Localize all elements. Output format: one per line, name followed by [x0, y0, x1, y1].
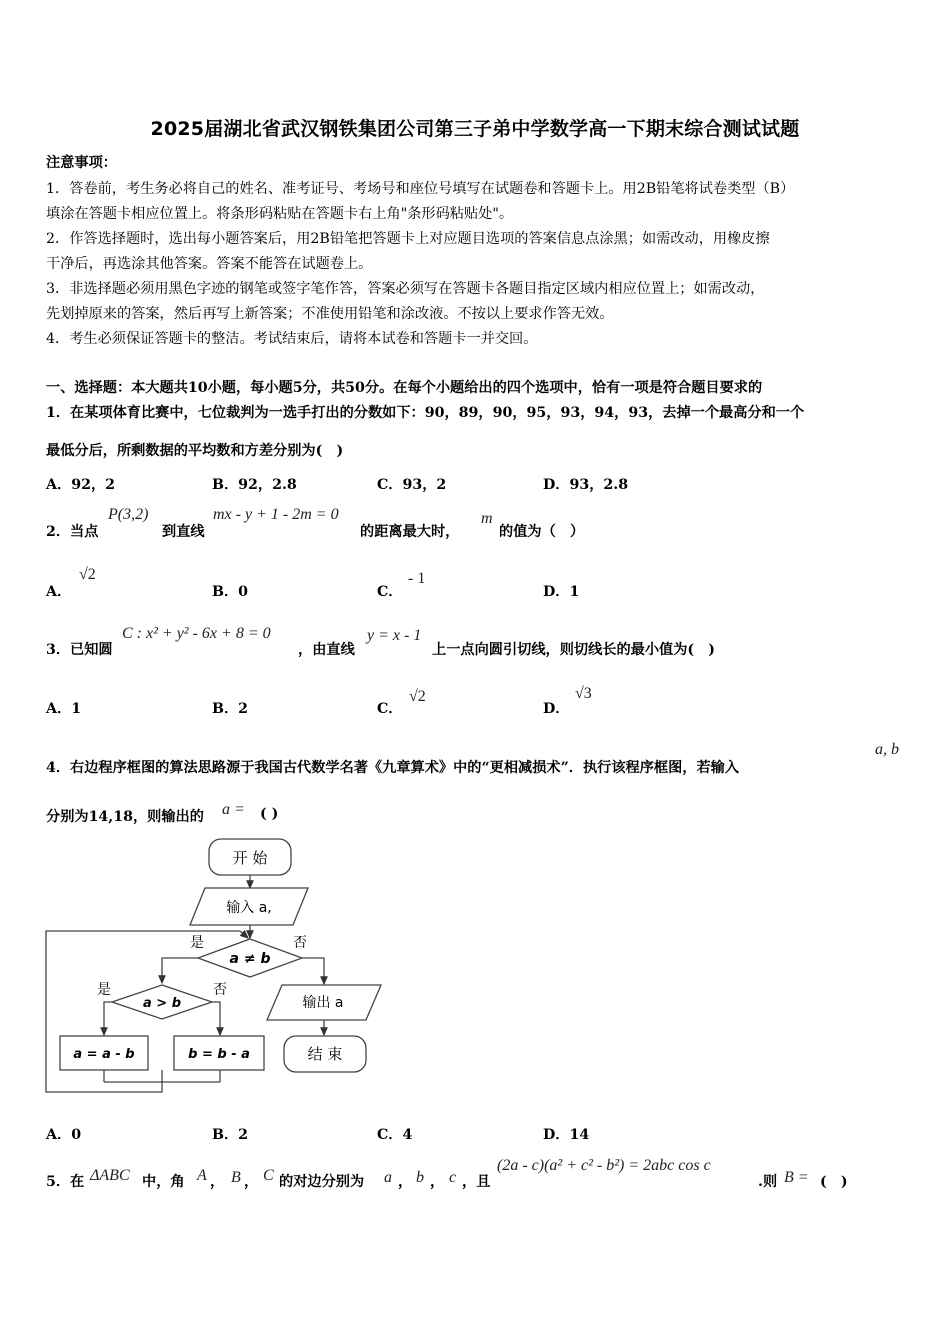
- q3-option-c: C．: [377, 701, 403, 717]
- flow-arrow: [302, 958, 324, 984]
- q2-option-b: B．0: [212, 584, 249, 600]
- flow-loop-line: [46, 931, 240, 1092]
- question-3-text: ，由直线: [298, 642, 355, 658]
- flow-arrow: [104, 1002, 112, 1035]
- q4-option-a: A．0: [46, 1127, 82, 1143]
- q1-option-b: B．92，2.8: [212, 477, 297, 493]
- q2-option-d: D．1: [543, 584, 580, 600]
- question-4-line: 分别为14,18，则输出的: [46, 809, 204, 825]
- q3-option-d: D．: [543, 701, 570, 717]
- question-5-text: ( ): [820, 1174, 848, 1190]
- flow-arrow: [212, 1002, 220, 1035]
- q4-variables: a, b: [875, 741, 899, 758]
- question-5-text: 中，角: [142, 1174, 185, 1190]
- notice-line: 先划掉原来的答案，然后再写上新答案；不准使用铅笔和涂改液。不按以上要求作答无效。: [46, 306, 614, 322]
- notice-line: 填涂在答题卡相应位置上。将条形码粘贴在答题卡右上角"条形码粘贴处"。: [46, 206, 514, 222]
- q5-comma: ，: [430, 1174, 445, 1190]
- flow-cond1-label: a ≠ b: [229, 951, 271, 967]
- notice-line: 3．非选择题必须用黑色字迹的钢笔或签字笔作答，答案必须写在答题卡各题目指定区域内相应位置上；如需改动，: [46, 281, 765, 297]
- q3-circle-equation: C : x² + y² - 6x + 8 = 0: [122, 625, 271, 642]
- question-2-text: 的值为（ ）: [499, 524, 585, 540]
- question-4-line: 4．右边程序框图的算法思路源于我国古代数学名著《九章算术》中的“更相减损术”．执行该程序框图，若输入: [46, 760, 740, 776]
- q2-variable: m: [481, 510, 493, 527]
- notice-heading: 注意事项：: [46, 155, 117, 171]
- q4-option-c: C．4: [377, 1127, 413, 1143]
- flow-arrow: [240, 931, 248, 938]
- q2-line-equation: mx - y + 1 - 2m = 0: [213, 506, 339, 523]
- flow-no-label: 否: [293, 935, 307, 951]
- section-heading: 一、选择题：本大题共10小题，每小题5分，共50分。在每个小题给出的四个选项中，恰有一项是符合题目要求的: [46, 380, 763, 396]
- question-1-line: 最低分后，所剩数据的平均数和方差分别为( ): [46, 443, 344, 459]
- question-2-text: 的距离最大时，: [360, 524, 460, 540]
- q5-comma: ，: [244, 1174, 259, 1190]
- q3-option-c-value: √2: [409, 688, 426, 705]
- q5-equation: (2a - c)(a² + c² - b²) = 2abc cos c: [497, 1157, 711, 1174]
- q5-ask: B =: [784, 1169, 809, 1186]
- question-2-text: 2．当点: [46, 524, 99, 540]
- q5-angle-c: C: [263, 1167, 274, 1184]
- flow-yes-label: 是: [190, 935, 204, 951]
- q4-output-var: a =: [222, 801, 245, 818]
- question-3-text: 3．已知圆: [46, 642, 113, 658]
- question-5-text: ，且: [462, 1174, 491, 1190]
- flow-yes-label: 是: [97, 982, 111, 998]
- q5-side-a: a: [384, 1169, 392, 1186]
- q2-option-a-value: √2: [79, 566, 96, 583]
- notice-line: 4．考生必须保证答题卡的整洁。考试结束后，请将本试卷和答题卡一并交回。: [46, 331, 538, 347]
- flow-no-label: 否: [213, 982, 227, 998]
- flow-assign-a-label: a = a - b: [73, 1047, 135, 1062]
- page-title: 2025届湖北省武汉钢铁集团公司第三子弟中学数学高一下期末综合测试试题: [150, 118, 800, 140]
- q3-option-d-value: √3: [575, 685, 592, 702]
- q1-option-a: A．92，2: [46, 477, 115, 493]
- q5-side-c: c: [449, 1169, 457, 1186]
- q1-option-c: C．93，2: [377, 477, 447, 493]
- flowchart: [0, 830, 400, 1100]
- q2-option-c: C．: [377, 584, 403, 600]
- q1-option-d: D．93，2.8: [543, 477, 629, 493]
- question-4-line: ( ): [260, 806, 279, 822]
- question-5-text: 的对边分别为: [279, 1174, 365, 1190]
- flow-output-label: 输出 a: [302, 995, 344, 1011]
- q4-option-d: D．14: [543, 1127, 590, 1143]
- question-5-text: 5．在: [46, 1174, 85, 1190]
- question-2-text: 到直线: [162, 524, 205, 540]
- flow-assign-b-label: b = b - a: [188, 1047, 250, 1062]
- notice-line: 干净后，再选涂其他答案。答案不能答在试题卷上。: [46, 256, 373, 272]
- flow-cond2-label: a > b: [142, 996, 182, 1011]
- notice-line: 2．作答选择题时，选出每小题答案后，用2B铅笔把答题卡上对应题目选项的答案信息点涂黑；如需改动，用橡皮擦: [46, 231, 770, 247]
- q5-comma: ，: [398, 1174, 413, 1190]
- question-1-line: 1．在某项体育比赛中，七位裁判为一选手打出的分数如下：90，89，90，95，93，94，93，去掉一个最高分和一个: [46, 405, 805, 421]
- q2-option-a: A．: [46, 584, 72, 600]
- q5-triangle: ΔABC: [90, 1167, 130, 1184]
- q3-line-equation: y = x - 1: [367, 627, 422, 644]
- q5-side-b: b: [416, 1169, 424, 1186]
- q5-angle-a: A: [197, 1167, 207, 1184]
- q4-option-b: B．2: [212, 1127, 249, 1143]
- question-5-text: .则: [758, 1174, 778, 1190]
- q3-option-a: A．1: [46, 701, 82, 717]
- notice-line: 1．答卷前，考生务必将自己的姓名、准考证号、考场号和座位号填写在试题卷和答题卡上。用2B铅笔将试卷类型（B）: [46, 181, 795, 197]
- q5-angle-b: B: [231, 1169, 241, 1186]
- flow-arrow: [162, 958, 198, 983]
- q2-option-c-value: - 1: [408, 570, 426, 587]
- q5-comma: ，: [210, 1174, 225, 1190]
- q2-point: P(3,2): [108, 506, 149, 523]
- question-3-text: 上一点向圆引切线，则切线长的最小值为( ): [432, 642, 715, 658]
- q3-option-b: B．2: [212, 701, 249, 717]
- flow-start-label: 开 始: [232, 849, 268, 867]
- flow-input-label: 输入 a,: [226, 900, 272, 916]
- flow-end-label: 结 束: [307, 1045, 343, 1063]
